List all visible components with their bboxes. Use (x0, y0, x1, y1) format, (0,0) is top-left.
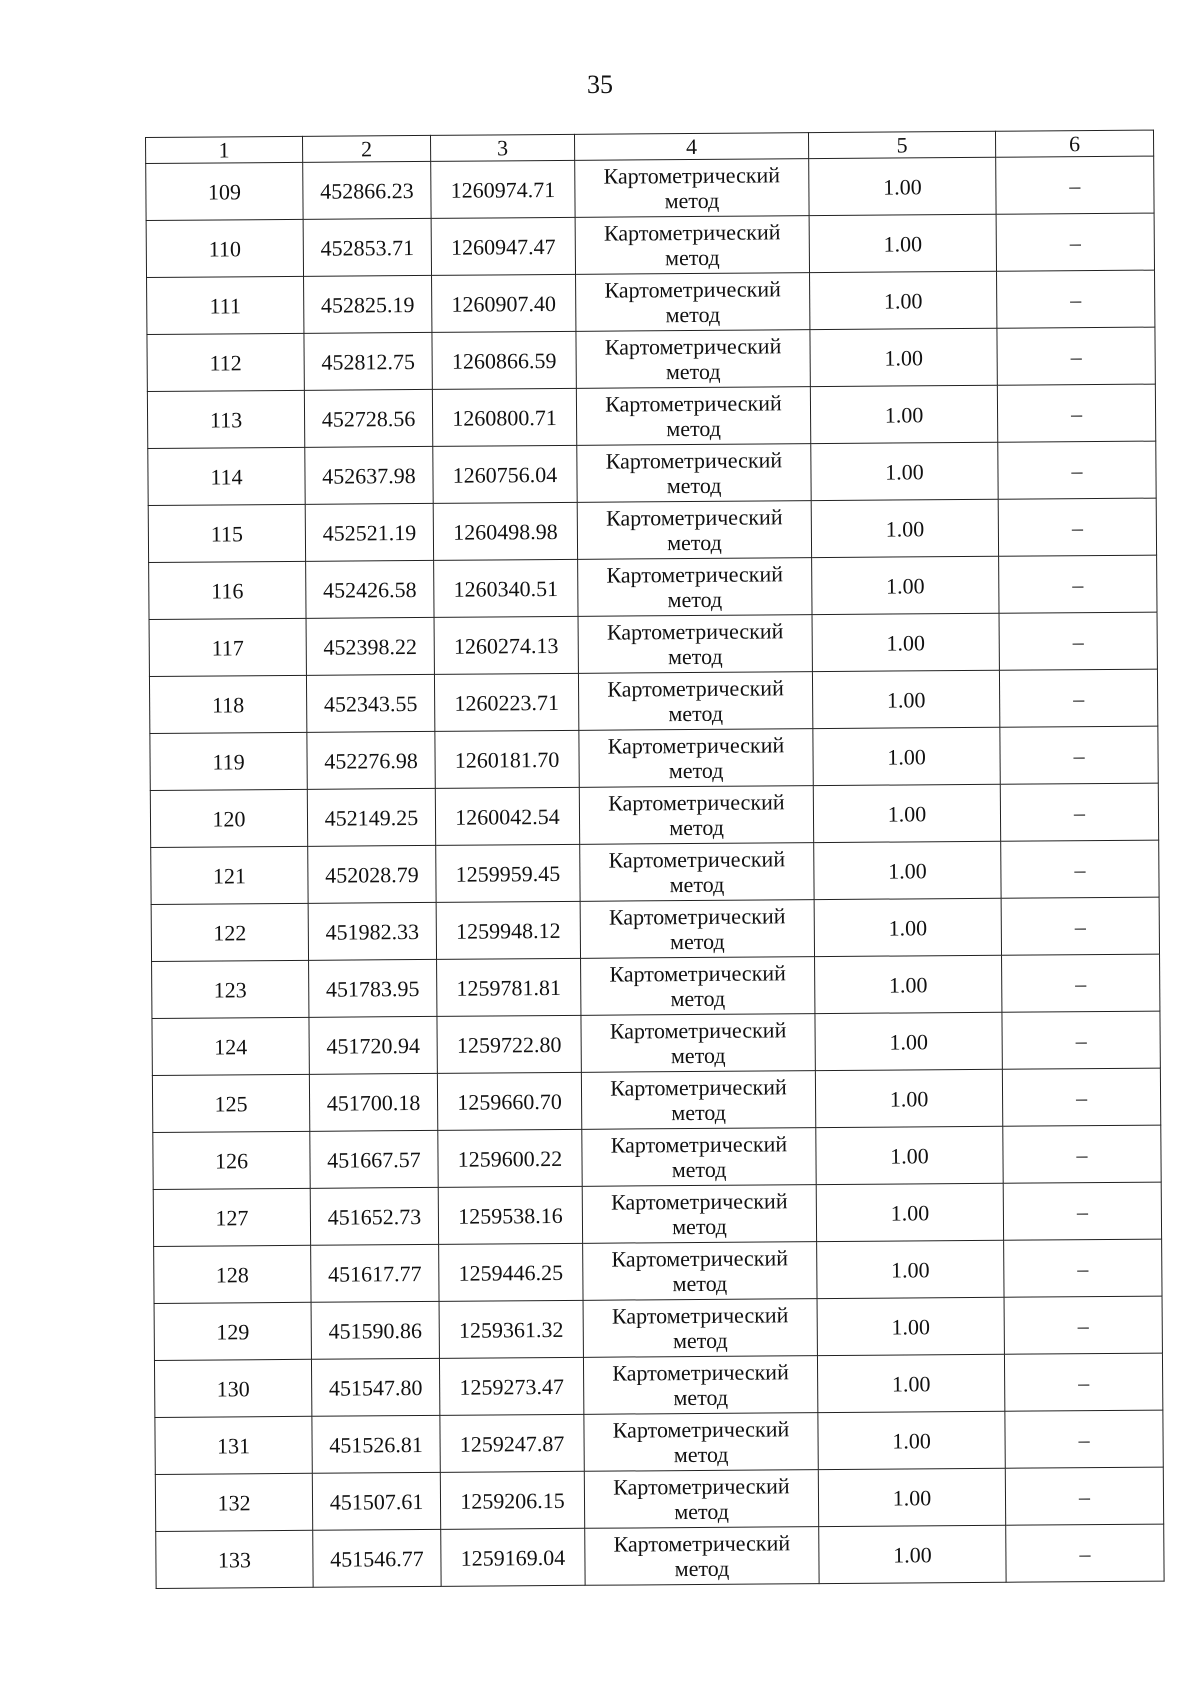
accuracy-cell: 1.00 (815, 1070, 1002, 1128)
method-cell (582, 1128, 816, 1187)
y-coordinate-cell: 1260756.04 (433, 446, 577, 504)
note-cell: – (999, 669, 1157, 727)
x-coordinate-cell: 451783.95 (309, 960, 437, 1018)
method-line-1: Картометрический (611, 1302, 789, 1329)
table-row (153, 1125, 1161, 1189)
y-coordinate-cell: 1260907.40 (432, 275, 576, 333)
page-number: 35 (587, 70, 613, 99)
method-line-2: метод (666, 416, 722, 442)
header-col-5: 5 (808, 131, 995, 159)
method-line-1: Картометрический (607, 732, 785, 759)
accuracy-cell: 1.00 (817, 1241, 1004, 1299)
x-coordinate-cell: 451546.77 (313, 1530, 441, 1588)
x-coordinate-cell: 451700.18 (309, 1074, 437, 1132)
point-number-cell: 127 (153, 1189, 310, 1247)
x-coordinate-cell: 452343.55 (306, 675, 434, 733)
method-line-1: Картометрический (607, 675, 784, 702)
point-number-cell: 131 (155, 1417, 312, 1475)
method-line-2: метод (673, 1442, 729, 1468)
note-cell: – (997, 270, 1155, 328)
note-cell: – (999, 555, 1157, 613)
point-number-cell: 121 (151, 847, 308, 905)
method-line-2: метод (670, 986, 726, 1012)
x-coordinate-cell: 452398.22 (306, 618, 434, 676)
y-coordinate-cell: 1259361.32 (439, 1301, 583, 1359)
table-row (151, 840, 1159, 904)
x-coordinate-cell: 452853.71 (303, 219, 431, 277)
y-coordinate-cell: 1260340.51 (434, 560, 578, 618)
method-line-1: Картометрический (610, 1188, 788, 1215)
method-cell (584, 1470, 818, 1529)
accuracy-cell: 1.00 (816, 1184, 1003, 1242)
method-line-1: Картометрический (608, 846, 786, 873)
point-number-cell: 117 (149, 619, 306, 677)
y-coordinate-cell: 1260223.71 (434, 674, 578, 732)
accuracy-cell: 1.00 (811, 443, 998, 501)
accuracy-cell: 1.00 (815, 1013, 1002, 1071)
point-number-cell: 116 (149, 562, 306, 620)
header-col-1: 1 (146, 136, 303, 163)
note-cell: – (1005, 1467, 1163, 1525)
y-coordinate-cell: 1260947.47 (431, 218, 575, 276)
x-coordinate-cell: 452728.56 (304, 390, 432, 448)
point-number-cell: 113 (147, 391, 304, 449)
point-number-cell: 132 (155, 1474, 312, 1532)
x-coordinate-cell: 452028.79 (308, 846, 436, 904)
table-row (155, 1410, 1163, 1474)
point-number-cell: 114 (148, 448, 305, 506)
method-line-2: метод (668, 758, 724, 784)
accuracy-cell: 1.00 (818, 1412, 1005, 1470)
note-cell: – (996, 156, 1154, 214)
table-row (151, 897, 1159, 961)
table-row (154, 1296, 1162, 1360)
y-coordinate-cell: 1260866.59 (432, 332, 576, 390)
y-coordinate-cell: 1259948.12 (436, 902, 580, 960)
method-line-2: метод (668, 701, 724, 727)
header-col-2: 2 (302, 135, 430, 162)
method-line-1: Картометрический (604, 276, 781, 303)
method-cell (578, 615, 812, 674)
header-col-3: 3 (430, 134, 574, 161)
method-line-1: Картометрический (603, 219, 781, 246)
table-row (150, 726, 1158, 790)
note-cell: – (1003, 1125, 1161, 1183)
x-coordinate-cell: 452825.19 (304, 276, 432, 334)
y-coordinate-cell: 1260274.13 (434, 617, 578, 675)
note-cell: – (1006, 1524, 1164, 1582)
method-cell (580, 843, 814, 902)
y-coordinate-cell: 1259600.22 (438, 1130, 582, 1188)
x-coordinate-cell: 452521.19 (305, 504, 433, 562)
accuracy-cell: 1.00 (812, 557, 999, 615)
method-line-1: Картометрический (603, 162, 781, 189)
accuracy-cell: 1.00 (818, 1469, 1005, 1527)
y-coordinate-cell: 1259660.70 (437, 1073, 581, 1131)
method-cell (581, 1014, 815, 1073)
accuracy-cell: 1.00 (809, 158, 996, 216)
note-cell: – (997, 327, 1155, 385)
table-row (149, 555, 1157, 619)
y-coordinate-cell: 1260800.71 (432, 389, 576, 447)
method-cell (577, 501, 811, 560)
x-coordinate-cell: 452812.75 (304, 333, 432, 391)
table-row (147, 327, 1155, 391)
method-line-2: метод (671, 1157, 727, 1183)
table-row (146, 156, 1154, 220)
method-line-1: Картометрический (605, 504, 783, 531)
x-coordinate-cell: 451507.61 (312, 1473, 440, 1531)
point-number-cell: 126 (153, 1132, 310, 1190)
table-row (148, 498, 1156, 562)
table-row (147, 270, 1155, 334)
method-line-2: метод (672, 1271, 728, 1297)
note-cell: – (1001, 840, 1159, 898)
point-number-cell: 120 (150, 790, 307, 848)
accuracy-cell: 1.00 (815, 956, 1002, 1014)
point-number-cell: 129 (154, 1303, 311, 1361)
method-line-1: Картометрический (608, 789, 785, 816)
accuracy-cell: 1.00 (819, 1526, 1006, 1584)
method-line-1: Картометрический (604, 333, 782, 360)
y-coordinate-cell: 1260181.70 (435, 731, 579, 789)
note-cell: – (1002, 1011, 1160, 1069)
accuracy-cell: 1.00 (814, 899, 1001, 957)
method-line-1: Картометрический (606, 618, 784, 645)
accuracy-cell: 1.00 (813, 785, 1000, 843)
y-coordinate-cell: 1259446.25 (439, 1244, 583, 1302)
method-line-1: Картометрический (610, 1074, 787, 1101)
method-line-1: Картометрический (610, 1131, 788, 1158)
method-cell (584, 1413, 818, 1472)
point-number-cell: 122 (151, 904, 308, 962)
method-cell (576, 330, 810, 389)
table-body (146, 156, 1164, 1588)
note-cell: – (1003, 1182, 1161, 1240)
table-row (154, 1353, 1162, 1417)
method-line-2: метод (667, 530, 722, 556)
point-number-cell: 115 (148, 505, 305, 563)
y-coordinate-cell: 1260042.54 (435, 788, 579, 846)
method-cell (578, 558, 812, 617)
method-line-2: метод (666, 473, 722, 499)
point-number-cell: 125 (152, 1075, 309, 1133)
method-line-1: Картометрический (613, 1530, 791, 1557)
table-row (152, 1011, 1160, 1075)
y-coordinate-cell: 1259538.16 (438, 1187, 582, 1245)
x-coordinate-cell: 451720.94 (309, 1017, 437, 1075)
point-number-cell: 128 (154, 1246, 311, 1304)
accuracy-cell: 1.00 (817, 1355, 1004, 1413)
header-col-6: 6 (995, 130, 1153, 157)
method-line-2: метод (664, 188, 720, 214)
accuracy-cell: 1.00 (810, 386, 997, 444)
x-coordinate-cell: 451667.57 (310, 1131, 438, 1189)
method-cell (579, 729, 813, 788)
method-cell (583, 1356, 817, 1415)
y-coordinate-cell: 1259169.04 (441, 1529, 585, 1587)
accuracy-cell: 1.00 (810, 329, 997, 387)
x-coordinate-cell: 451617.77 (311, 1245, 439, 1303)
method-line-1: Картометрический (609, 960, 786, 987)
x-coordinate-cell: 452866.23 (303, 162, 431, 220)
table-row (150, 783, 1158, 847)
x-coordinate-cell: 451547.80 (311, 1359, 439, 1417)
y-coordinate-cell: 1259959.45 (436, 845, 580, 903)
y-coordinate-cell: 1260974.71 (431, 161, 575, 219)
method-line-2: метод (674, 1556, 730, 1582)
table-row (156, 1524, 1164, 1588)
note-cell: – (1004, 1353, 1162, 1411)
x-coordinate-cell: 451590.86 (311, 1302, 439, 1360)
note-cell: – (1002, 1068, 1160, 1126)
accuracy-cell: 1.00 (812, 671, 999, 729)
method-line-2: метод (670, 929, 725, 955)
note-cell: – (1004, 1296, 1162, 1354)
method-line-2: метод (667, 587, 723, 613)
method-line-1: Картометрический (608, 903, 786, 930)
coordinates-table (145, 130, 1165, 1590)
method-line-2: метод (671, 1100, 727, 1126)
table-row (152, 954, 1160, 1018)
method-line-1: Картометрический (613, 1473, 790, 1500)
note-cell: – (1002, 954, 1160, 1012)
point-number-cell: 109 (146, 163, 303, 221)
method-line-1: Картометрический (609, 1017, 787, 1044)
y-coordinate-cell: 1259247.87 (440, 1415, 584, 1473)
y-coordinate-cell: 1259722.80 (437, 1016, 581, 1074)
point-number-cell: 112 (147, 334, 304, 392)
point-number-cell: 124 (152, 1018, 309, 1076)
accuracy-cell: 1.00 (809, 215, 996, 273)
method-line-1: Картометрический (612, 1359, 789, 1386)
table-row (149, 669, 1157, 733)
method-line-2: метод (674, 1499, 729, 1525)
method-cell (581, 1071, 815, 1130)
point-number-cell: 110 (146, 220, 303, 278)
method-line-2: метод (669, 815, 724, 841)
method-cell (582, 1185, 816, 1244)
x-coordinate-cell: 451652.73 (310, 1188, 438, 1246)
method-line-2: метод (672, 1214, 727, 1240)
header-col-4: 4 (574, 133, 808, 161)
method-cell (577, 444, 811, 503)
method-cell (578, 672, 812, 731)
point-number-cell: 111 (147, 277, 304, 335)
table-row (148, 441, 1156, 505)
point-number-cell: 118 (149, 676, 306, 734)
accuracy-cell: 1.00 (816, 1127, 1003, 1185)
x-coordinate-cell: 452426.58 (306, 561, 434, 619)
method-cell (583, 1299, 817, 1358)
y-coordinate-cell: 1259781.81 (437, 959, 581, 1017)
method-line-2: метод (670, 1043, 726, 1069)
y-coordinate-cell: 1260498.98 (433, 503, 577, 561)
point-number-cell: 123 (152, 961, 309, 1019)
method-cell (576, 387, 810, 446)
note-cell: – (998, 441, 1156, 499)
method-line-1: Картометрический (612, 1416, 790, 1443)
note-cell: – (1000, 783, 1158, 841)
x-coordinate-cell: 451982.33 (308, 903, 436, 961)
accuracy-cell: 1.00 (814, 842, 1001, 900)
x-coordinate-cell: 451526.81 (312, 1416, 440, 1474)
method-line-1: Картометрический (611, 1245, 789, 1272)
x-coordinate-cell: 452149.25 (307, 789, 435, 847)
accuracy-cell: 1.00 (812, 614, 999, 672)
point-number-cell: 133 (156, 1531, 313, 1589)
table-row (147, 384, 1155, 448)
y-coordinate-cell: 1259206.15 (440, 1472, 584, 1530)
method-cell (580, 900, 814, 959)
y-coordinate-cell: 1259273.47 (439, 1358, 583, 1416)
table-row (153, 1182, 1161, 1246)
method-line-2: метод (665, 302, 721, 328)
method-cell (576, 273, 810, 332)
table-row (149, 612, 1157, 676)
note-cell: – (1000, 726, 1158, 784)
method-line-2: метод (665, 359, 721, 385)
note-cell: – (998, 498, 1156, 556)
note-cell: – (997, 384, 1155, 442)
method-cell (581, 957, 815, 1016)
note-cell: – (1005, 1410, 1163, 1468)
method-line-2: метод (665, 245, 720, 271)
method-line-1: Картометрический (605, 447, 783, 474)
method-cell (575, 159, 809, 218)
x-coordinate-cell: 452276.98 (307, 732, 435, 790)
table-row (155, 1467, 1163, 1531)
table-row (152, 1068, 1160, 1132)
x-coordinate-cell: 452637.98 (305, 447, 433, 505)
note-cell: – (999, 612, 1157, 670)
method-cell (579, 786, 813, 845)
accuracy-cell: 1.00 (810, 272, 997, 330)
note-cell: – (1004, 1239, 1162, 1297)
method-line-2: метод (673, 1385, 729, 1411)
table-row (154, 1239, 1162, 1303)
accuracy-cell: 1.00 (813, 728, 1000, 786)
method-cell (583, 1242, 817, 1301)
note-cell: – (1001, 897, 1159, 955)
accuracy-cell: 1.00 (811, 500, 998, 558)
table-row (146, 213, 1154, 277)
point-number-cell: 119 (150, 733, 307, 791)
method-line-2: метод (667, 644, 723, 670)
method-cell (585, 1527, 819, 1586)
method-cell (575, 216, 809, 275)
point-number-cell: 130 (154, 1360, 311, 1418)
accuracy-cell: 1.00 (817, 1298, 1004, 1356)
method-line-1: Картометрический (605, 390, 782, 417)
method-line-2: метод (669, 872, 725, 898)
note-cell: – (996, 213, 1154, 271)
method-line-2: метод (672, 1328, 728, 1354)
method-line-1: Картометрический (606, 561, 784, 588)
